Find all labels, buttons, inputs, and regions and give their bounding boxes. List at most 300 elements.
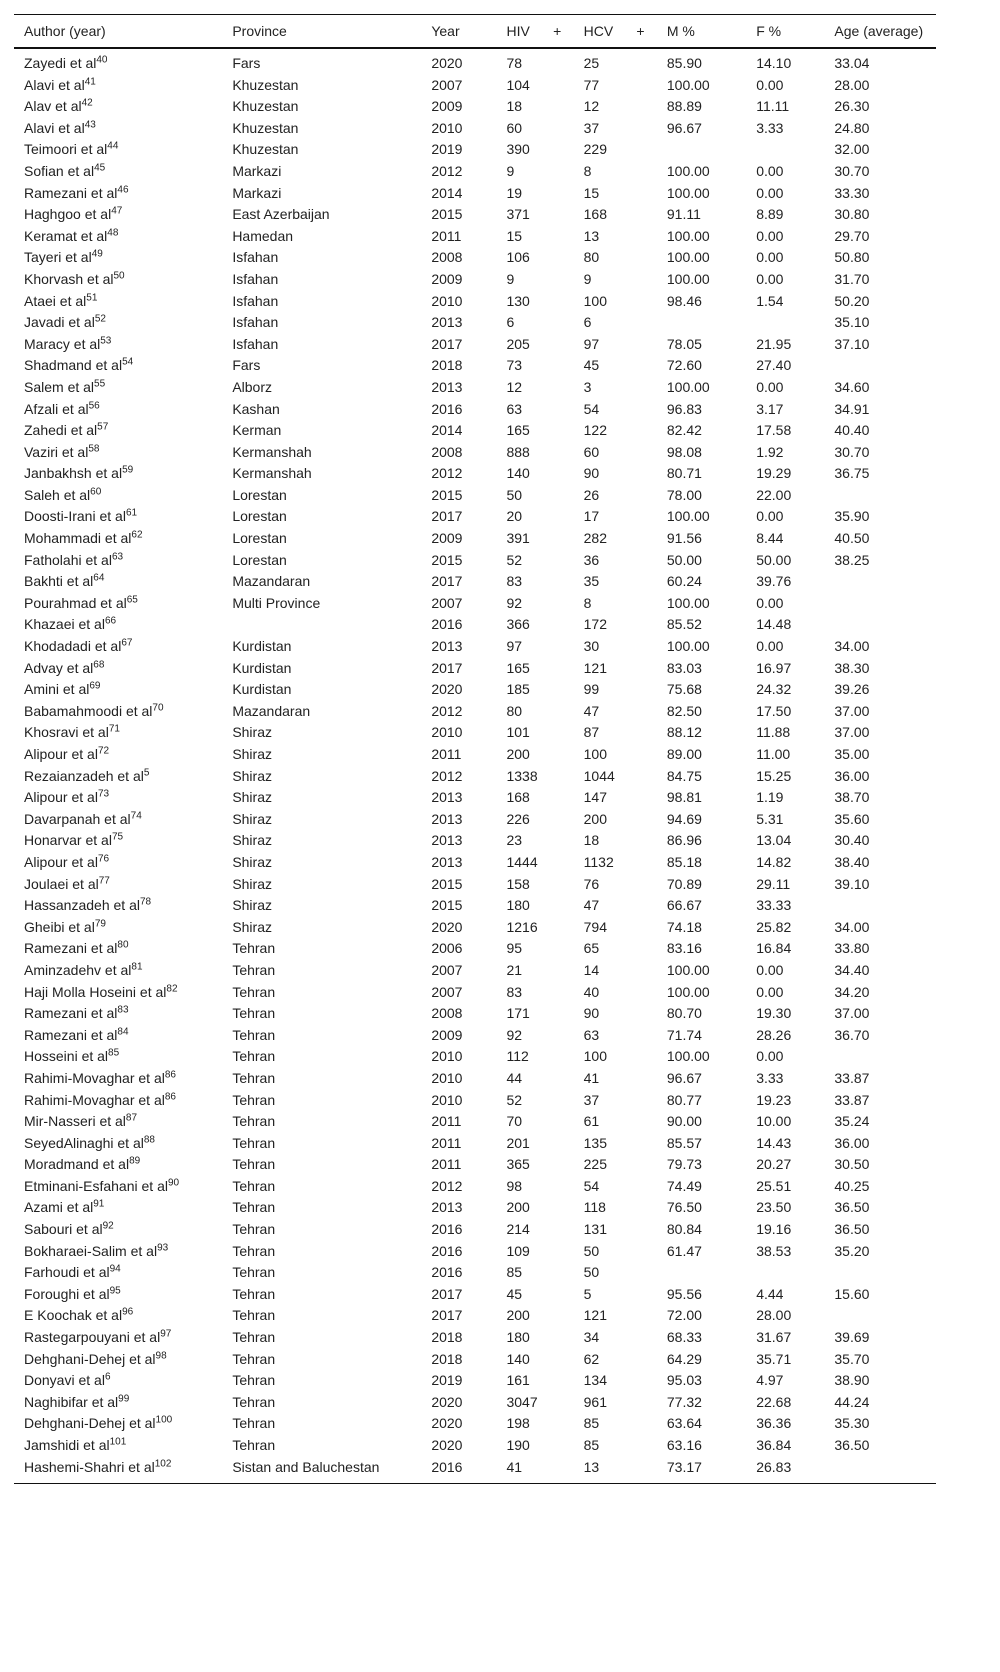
cell-hiv: 171 bbox=[506, 1005, 530, 1022]
cell-female-percent: 1.92 bbox=[756, 443, 784, 460]
reference-number: 81 bbox=[131, 961, 143, 973]
reference-number: 79 bbox=[94, 918, 106, 930]
cell-age: 36.70 bbox=[834, 1026, 870, 1043]
reference-number: 56 bbox=[88, 399, 100, 411]
cell-hiv: 109 bbox=[506, 1242, 530, 1259]
cell-province: Kermanshah bbox=[232, 465, 312, 482]
cell-age: 39.10 bbox=[834, 875, 870, 892]
cell-province: Shiraz bbox=[232, 832, 272, 849]
table-row bbox=[14, 765, 936, 787]
reference-number: 93 bbox=[157, 1242, 169, 1253]
cell-male-percent: 61.47 bbox=[666, 1242, 702, 1259]
cell-author bbox=[14, 1413, 232, 1435]
cell-hcv: 50 bbox=[583, 1264, 600, 1281]
cell-male-percent: 100.00 bbox=[666, 184, 710, 201]
cell-author bbox=[14, 1046, 232, 1068]
cell-author bbox=[14, 441, 232, 463]
cell-female-percent: 0.00 bbox=[756, 594, 784, 611]
author-name: Davarpanah et al bbox=[24, 810, 131, 827]
reference-number: 92 bbox=[102, 1220, 114, 1232]
cell-author bbox=[14, 204, 232, 226]
reference-number: 96 bbox=[122, 1306, 134, 1318]
table-row bbox=[14, 1089, 936, 1111]
author-name: Bakhti et al bbox=[24, 573, 94, 590]
cell-hcv: 3 bbox=[583, 378, 592, 395]
author-name: Alav et al bbox=[24, 98, 82, 115]
cell-female-percent: 3.33 bbox=[756, 119, 784, 136]
table-row bbox=[14, 269, 936, 291]
cell-province: Tehran bbox=[232, 1415, 276, 1432]
table-row bbox=[14, 722, 936, 744]
cell-male-percent: 85.90 bbox=[666, 55, 702, 71]
cell-female-percent: 14.43 bbox=[756, 1134, 792, 1151]
reference-number: 84 bbox=[117, 1026, 129, 1038]
cell-hiv: 50 bbox=[506, 486, 523, 503]
author-name: Ramezani et al bbox=[24, 940, 118, 957]
cell-year: 2016 bbox=[431, 1221, 463, 1238]
cell-hiv: 165 bbox=[506, 422, 530, 439]
cell-hcv: 99 bbox=[583, 681, 600, 698]
cell-age bbox=[834, 1046, 936, 1068]
cell-male-percent: 90.00 bbox=[666, 1113, 702, 1130]
cell-male-percent: 96.67 bbox=[666, 1069, 702, 1086]
cell-province: Fars bbox=[232, 357, 261, 374]
table-row bbox=[14, 204, 936, 226]
cell-female-percent: 8.44 bbox=[756, 530, 784, 547]
cell-hiv: 73 bbox=[506, 357, 523, 374]
cell-age: 32.00 bbox=[834, 141, 870, 158]
cell-female-percent: 13.04 bbox=[756, 832, 792, 849]
author-name: Hosseini et al bbox=[24, 1048, 109, 1065]
cell-male-percent: 95.03 bbox=[666, 1372, 702, 1389]
author-name: Maracy et al bbox=[24, 335, 101, 352]
table-row bbox=[14, 117, 936, 139]
cell-female-percent: 3.33 bbox=[756, 1069, 784, 1086]
cell-male-percent: 100.00 bbox=[666, 249, 710, 266]
cell-female-percent: 35.71 bbox=[756, 1350, 792, 1367]
cell-hiv: 18 bbox=[506, 98, 523, 115]
reference-number: 50 bbox=[113, 270, 125, 282]
cell-province: Kashan bbox=[232, 400, 280, 417]
author-name: Aminzadehv et al bbox=[24, 961, 132, 978]
cell-year: 2013 bbox=[431, 638, 463, 655]
cell-hcv: 41 bbox=[583, 1069, 600, 1086]
table-row bbox=[14, 139, 936, 161]
cell-male-percent: 88.12 bbox=[666, 724, 702, 741]
cell-province: Kermanshah bbox=[232, 443, 312, 460]
cell-author bbox=[14, 48, 232, 74]
table-row bbox=[14, 420, 936, 442]
cell-author bbox=[14, 333, 232, 355]
table-row bbox=[14, 895, 936, 917]
cell-age: 39.69 bbox=[834, 1329, 870, 1346]
cell-male-percent: 86.96 bbox=[666, 832, 702, 849]
cell-hcv: 147 bbox=[583, 789, 607, 806]
cell-author bbox=[14, 1370, 232, 1392]
cell-male-percent: 78.00 bbox=[666, 486, 702, 503]
table-row bbox=[14, 916, 936, 938]
cell-hiv: 888 bbox=[506, 443, 530, 460]
cell-age: 50.20 bbox=[834, 292, 870, 309]
cell-male-percent: 74.18 bbox=[666, 918, 702, 935]
cell-hcv: 63 bbox=[583, 1026, 600, 1043]
cell-year: 2015 bbox=[431, 875, 463, 892]
reference-number: 78 bbox=[139, 896, 152, 908]
cell-province: Tehran bbox=[232, 1005, 276, 1022]
header-female-percent: F % bbox=[756, 23, 782, 39]
cell-province: Khuzestan bbox=[232, 98, 299, 115]
cell-province: Tehran bbox=[232, 1048, 276, 1065]
cell-hcv: 12 bbox=[583, 98, 600, 115]
reference-number: 91 bbox=[93, 1198, 105, 1210]
cell-province: Fars bbox=[232, 55, 261, 71]
cell-female-percent: 21.95 bbox=[756, 335, 792, 352]
cell-age: 38.40 bbox=[834, 853, 870, 870]
cell-hiv: 52 bbox=[506, 551, 523, 568]
cell-year: 2007 bbox=[431, 961, 463, 978]
author-name: Ramezani et al bbox=[24, 184, 118, 201]
cell-author bbox=[14, 355, 232, 377]
cell-age: 36.75 bbox=[834, 465, 870, 482]
cell-female-percent: 24.32 bbox=[756, 681, 792, 698]
reference-number: 68 bbox=[93, 658, 105, 670]
cell-female-percent: 28.26 bbox=[756, 1026, 792, 1043]
cell-male-percent: 83.16 bbox=[666, 940, 702, 957]
cell-province: Shiraz bbox=[232, 724, 272, 741]
author-name: Etminani-Esfahani et al bbox=[24, 1177, 168, 1194]
cell-author bbox=[14, 1219, 232, 1241]
cell-year: 2016 bbox=[431, 1264, 463, 1281]
cell-age: 33.80 bbox=[834, 940, 870, 957]
cell-hcv: 172 bbox=[583, 616, 607, 633]
cell-female-percent bbox=[756, 312, 834, 334]
cell-province: Isfahan bbox=[232, 335, 279, 352]
reference-number: 43 bbox=[84, 119, 96, 131]
reference-number: 77 bbox=[98, 874, 110, 886]
cell-male-percent: 100.00 bbox=[666, 1048, 710, 1065]
cell-province: Shiraz bbox=[232, 810, 272, 827]
cell-male-percent: 91.11 bbox=[666, 206, 701, 223]
cell-age: 30.40 bbox=[834, 832, 870, 849]
cell-male-percent: 100.00 bbox=[666, 270, 710, 287]
reference-number: 55 bbox=[94, 378, 106, 390]
cell-hiv: 371 bbox=[506, 206, 530, 223]
author-name: Salem et al bbox=[24, 378, 95, 395]
cell-province: Kurdistan bbox=[232, 659, 292, 676]
cell-year: 2020 bbox=[431, 1415, 463, 1432]
cell-age: 40.50 bbox=[834, 530, 870, 547]
author-name: Alavi et al bbox=[24, 76, 85, 93]
cell-author bbox=[14, 290, 232, 312]
author-name: Zahedi et al bbox=[24, 422, 98, 439]
cell-hiv: 180 bbox=[506, 1329, 530, 1346]
cell-age: 34.00 bbox=[834, 638, 870, 655]
cell-hcv: 8 bbox=[583, 594, 592, 611]
cell-year: 2015 bbox=[431, 551, 463, 568]
table-row bbox=[14, 873, 936, 895]
author-name: Gheibi et al bbox=[24, 918, 95, 935]
reference-number: 86 bbox=[164, 1090, 176, 1102]
author-name: Khodadadi et al bbox=[24, 638, 122, 655]
cell-female-percent: 33.33 bbox=[756, 897, 792, 914]
cell-age: 37.00 bbox=[834, 1005, 870, 1022]
cell-year: 2010 bbox=[431, 1048, 463, 1065]
cell-male-percent: 100.00 bbox=[666, 508, 710, 525]
cell-author bbox=[14, 549, 232, 571]
author-name: Hassanzadeh et al bbox=[24, 897, 140, 914]
cell-age: 33.04 bbox=[834, 55, 870, 71]
cell-female-percent: 16.97 bbox=[756, 659, 792, 676]
cell-male-percent: 74.49 bbox=[666, 1177, 702, 1194]
cell-female-percent: 17.50 bbox=[756, 702, 792, 719]
cell-province: Shiraz bbox=[232, 875, 272, 892]
reference-number: 76 bbox=[97, 853, 110, 865]
cell-province: Shiraz bbox=[232, 789, 272, 806]
cell-female-percent: 22.68 bbox=[756, 1393, 792, 1410]
author-name: Shadmand et al bbox=[24, 357, 123, 374]
author-name: Fatholahi et al bbox=[24, 551, 112, 568]
reference-number: 67 bbox=[121, 637, 133, 649]
cell-male-percent: 80.77 bbox=[666, 1091, 702, 1108]
cell-female-percent: 0.00 bbox=[756, 378, 784, 395]
cell-year: 2012 bbox=[431, 1177, 463, 1194]
reference-number: 57 bbox=[97, 421, 109, 433]
author-name: Mohammadi et al bbox=[24, 530, 132, 547]
reference-number: 101 bbox=[109, 1436, 127, 1448]
cell-province: Tehran bbox=[232, 1221, 276, 1238]
cell-male-percent: 94.69 bbox=[666, 810, 702, 827]
cell-province: Tehran bbox=[232, 961, 276, 978]
reference-number: 97 bbox=[160, 1328, 172, 1340]
cell-hcv: 1132 bbox=[583, 853, 614, 870]
cell-author bbox=[14, 808, 232, 830]
cell-age: 15.60 bbox=[834, 1285, 870, 1302]
cell-female-percent: 11.88 bbox=[756, 724, 791, 741]
cell-female-percent: 14.82 bbox=[756, 853, 792, 870]
cell-age bbox=[834, 895, 936, 917]
table-row bbox=[14, 1197, 936, 1219]
cell-male-percent: 96.83 bbox=[666, 400, 702, 417]
cell-hiv: 44 bbox=[506, 1069, 523, 1086]
table-row bbox=[14, 1262, 936, 1284]
reference-number: 54 bbox=[122, 356, 134, 368]
reference-number: 53 bbox=[100, 335, 112, 347]
cell-author bbox=[14, 1240, 232, 1262]
cell-hcv: 229 bbox=[583, 141, 607, 158]
cell-author bbox=[14, 722, 232, 744]
cell-hiv: 104 bbox=[506, 76, 530, 93]
cell-author bbox=[14, 312, 232, 334]
author-name: Sabouri et al bbox=[24, 1221, 103, 1238]
author-name: Joulaei et al bbox=[24, 875, 99, 892]
table-row bbox=[14, 960, 936, 982]
cell-male-percent: 80.71 bbox=[666, 465, 702, 482]
cell-year: 2013 bbox=[431, 1199, 463, 1216]
reference-number: 94 bbox=[109, 1263, 121, 1275]
header-province: Province bbox=[232, 23, 287, 39]
cell-year: 2008 bbox=[431, 1005, 463, 1022]
cell-author bbox=[14, 916, 232, 938]
cell-author bbox=[14, 1176, 232, 1198]
cell-author bbox=[14, 701, 232, 723]
author-name: Alipour et al bbox=[24, 789, 98, 806]
reference-number: 98 bbox=[155, 1349, 167, 1361]
cell-hcv: 121 bbox=[583, 659, 607, 676]
cell-female-percent: 0.00 bbox=[756, 983, 784, 1000]
table-row bbox=[14, 1154, 936, 1176]
cell-year: 2018 bbox=[431, 1350, 463, 1367]
author-name: Teimoori et al bbox=[24, 141, 108, 158]
cell-hcv: 30 bbox=[583, 638, 600, 655]
table-row bbox=[14, 787, 936, 809]
reference-number: 95 bbox=[109, 1285, 121, 1297]
cell-hcv: 134 bbox=[583, 1372, 607, 1389]
cell-hiv: 83 bbox=[506, 573, 523, 590]
cell-hiv: 1444 bbox=[506, 853, 538, 870]
cell-hiv: 80 bbox=[506, 702, 523, 719]
cell-male-percent: 100.00 bbox=[666, 594, 710, 611]
cell-year: 2020 bbox=[431, 55, 463, 71]
cell-year: 2016 bbox=[431, 1242, 463, 1259]
cell-author bbox=[14, 269, 232, 291]
cell-year: 2015 bbox=[431, 897, 463, 914]
cell-province: Lorestan bbox=[232, 486, 287, 503]
cell-hiv: 365 bbox=[506, 1156, 530, 1173]
reference-number: 85 bbox=[108, 1047, 120, 1059]
table-row bbox=[14, 1305, 936, 1327]
header-hiv-plus: + bbox=[553, 23, 562, 39]
cell-male-percent: 75.68 bbox=[666, 681, 702, 698]
cell-hiv: 226 bbox=[506, 810, 530, 827]
cell-age: 35.10 bbox=[834, 314, 870, 331]
cell-province: Isfahan bbox=[232, 249, 279, 266]
cell-hiv: 98 bbox=[506, 1177, 523, 1194]
author-name: Sofian et al bbox=[24, 162, 95, 179]
cell-year: 2008 bbox=[431, 249, 463, 266]
cell-year: 2012 bbox=[431, 702, 463, 719]
table-row bbox=[14, 1435, 936, 1457]
cell-year: 2019 bbox=[431, 141, 463, 158]
cell-province: Tehran bbox=[232, 1177, 276, 1194]
cell-province: Tehran bbox=[232, 1264, 276, 1281]
cell-year: 2008 bbox=[431, 443, 463, 460]
cell-female-percent: 0.00 bbox=[756, 249, 784, 266]
cell-year: 2010 bbox=[431, 724, 463, 741]
cell-female-percent: 0.00 bbox=[756, 270, 784, 287]
author-name: Haghgoo et al bbox=[24, 206, 112, 223]
cell-province: Tehran bbox=[232, 1113, 276, 1130]
cell-male-percent: 100.00 bbox=[666, 227, 710, 244]
table-row bbox=[14, 1327, 936, 1349]
cell-male-percent: 80.70 bbox=[666, 1005, 702, 1022]
cell-age: 35.24 bbox=[834, 1113, 870, 1130]
cell-year: 2012 bbox=[431, 162, 463, 179]
cell-age bbox=[834, 1456, 936, 1483]
cell-province: Tehran bbox=[232, 1156, 276, 1173]
cell-author bbox=[14, 830, 232, 852]
cell-hiv: 112 bbox=[506, 1048, 529, 1065]
cell-male-percent: 72.60 bbox=[666, 357, 702, 374]
cell-year: 2011 bbox=[431, 1113, 462, 1130]
cell-age: 37.00 bbox=[834, 702, 870, 719]
cell-age: 34.40 bbox=[834, 961, 870, 978]
cell-age: 34.00 bbox=[834, 918, 870, 935]
cell-male-percent: 83.03 bbox=[666, 659, 702, 676]
cell-author bbox=[14, 528, 232, 550]
cell-female-percent: 36.36 bbox=[756, 1415, 792, 1432]
cell-year: 2020 bbox=[431, 1393, 463, 1410]
cell-age: 36.00 bbox=[834, 767, 870, 784]
cell-hcv: 37 bbox=[583, 119, 600, 136]
cell-hiv: 23 bbox=[506, 832, 523, 849]
cell-hcv: 50 bbox=[583, 1242, 600, 1259]
cell-female-percent: 0.00 bbox=[756, 184, 784, 201]
cell-female-percent: 17.58 bbox=[756, 422, 792, 439]
cell-author bbox=[14, 247, 232, 269]
cell-hcv: 61 bbox=[583, 1113, 600, 1130]
cell-hcv: 87 bbox=[583, 724, 600, 741]
reference-number: 46 bbox=[117, 183, 129, 195]
cell-province: Lorestan bbox=[232, 530, 287, 547]
cell-hiv: 95 bbox=[506, 940, 523, 957]
cell-year: 2014 bbox=[431, 422, 463, 439]
cell-author bbox=[14, 1132, 232, 1154]
table-row bbox=[14, 1068, 936, 1090]
cell-author bbox=[14, 614, 232, 636]
header-male-percent: M % bbox=[666, 23, 695, 39]
table-row bbox=[14, 701, 936, 723]
reference-number: 88 bbox=[143, 1134, 155, 1146]
cell-age bbox=[834, 571, 936, 593]
cell-hcv: 9 bbox=[583, 270, 592, 287]
header-hcv: HCV bbox=[583, 23, 614, 39]
cell-female-percent: 25.82 bbox=[756, 918, 792, 935]
cell-hiv: 180 bbox=[506, 897, 530, 914]
cell-hcv: 282 bbox=[583, 530, 607, 547]
cell-year: 2020 bbox=[431, 681, 463, 698]
reference-number: 69 bbox=[89, 680, 101, 692]
cell-hiv: 366 bbox=[506, 616, 530, 633]
cell-male-percent: 66.67 bbox=[666, 897, 702, 914]
cell-male-percent: 68.33 bbox=[666, 1329, 702, 1346]
cell-male-percent: 89.00 bbox=[666, 746, 702, 762]
cell-hcv: 121 bbox=[583, 1307, 607, 1324]
cell-female-percent: 20.27 bbox=[756, 1156, 792, 1173]
table-row bbox=[14, 1132, 936, 1154]
cell-province: Tehran bbox=[232, 1329, 276, 1346]
cell-age: 30.80 bbox=[834, 206, 870, 223]
cell-author bbox=[14, 852, 232, 874]
cell-author bbox=[14, 1284, 232, 1306]
table-row bbox=[14, 808, 936, 830]
cell-age: 36.50 bbox=[834, 1221, 870, 1238]
cell-age: 34.60 bbox=[834, 378, 870, 395]
cell-province: Lorestan bbox=[232, 551, 287, 568]
reference-number: 66 bbox=[104, 615, 117, 627]
cell-hiv: 6 bbox=[506, 314, 515, 331]
table-row bbox=[14, 1024, 936, 1046]
author-name: Rahimi-Movaghar et al bbox=[24, 1069, 165, 1086]
cell-year: 2013 bbox=[431, 853, 463, 870]
reference-number: 51 bbox=[86, 291, 98, 303]
cell-age bbox=[834, 485, 936, 507]
cell-province: Shiraz bbox=[232, 853, 272, 870]
cell-hcv: 18 bbox=[583, 832, 600, 849]
cell-year: 2014 bbox=[431, 184, 463, 201]
cell-hiv: 200 bbox=[506, 746, 530, 762]
reference-number: 86 bbox=[164, 1069, 176, 1081]
cell-year: 2010 bbox=[431, 292, 463, 309]
